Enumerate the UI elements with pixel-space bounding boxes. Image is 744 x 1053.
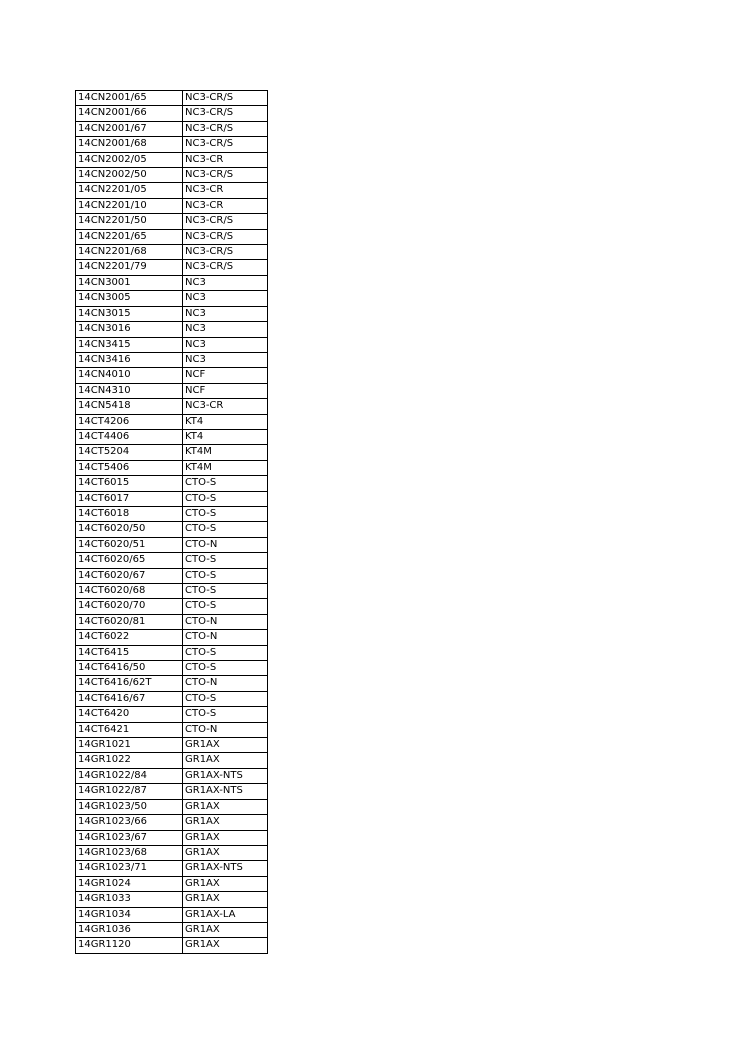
table-row (76, 275, 268, 290)
part-type-cell: NC3 (183, 291, 268, 306)
part-type-cell: CTO-S (183, 707, 268, 722)
table-row (76, 784, 268, 799)
part-code-cell: 14CN4310 (76, 383, 183, 398)
part-code-cell: 14GR1023/50 (76, 799, 183, 814)
part-code-cell: 14CN3416 (76, 352, 183, 367)
part-code-cell: 14GR1022/84 (76, 768, 183, 783)
part-type-cell: GR1AX-NTS (183, 861, 268, 876)
table-row (76, 707, 268, 722)
part-type-cell: NC3 (183, 322, 268, 337)
part-type-cell: NC3-CR (183, 183, 268, 198)
part-type-cell: GR1AX-NTS (183, 784, 268, 799)
part-code-cell: 14CT6020/70 (76, 599, 183, 614)
table-row (76, 429, 268, 444)
table-row (76, 676, 268, 691)
table-row (76, 645, 268, 660)
part-code-cell: 14GR1023/66 (76, 815, 183, 830)
part-type-cell: NC3 (183, 352, 268, 367)
table-row (76, 383, 268, 398)
table-row (76, 568, 268, 583)
part-code-cell: 14CT4406 (76, 429, 183, 444)
table-row (76, 722, 268, 737)
part-code-cell: 14CT4206 (76, 414, 183, 429)
part-type-cell: NC3-CR (183, 198, 268, 213)
part-type-cell: GR1AX (183, 753, 268, 768)
part-code-cell: 14CN2001/66 (76, 106, 183, 121)
table-row (76, 630, 268, 645)
part-code-cell: 14GR1024 (76, 876, 183, 891)
part-type-cell: CTO-N (183, 537, 268, 552)
part-code-cell: 14GR1023/71 (76, 861, 183, 876)
part-code-cell: 14CT6416/62T (76, 676, 183, 691)
table-row (76, 229, 268, 244)
table-row (76, 198, 268, 213)
part-type-cell: CTO-S (183, 522, 268, 537)
table-row (76, 152, 268, 167)
part-code-cell: 14CT5406 (76, 460, 183, 475)
part-type-cell: GR1AX-LA (183, 907, 268, 922)
part-type-cell: KT4 (183, 414, 268, 429)
part-code-cell: 14CN3015 (76, 306, 183, 321)
part-code-cell: 14CN2201/05 (76, 183, 183, 198)
part-type-cell: NC3 (183, 306, 268, 321)
part-code-cell: 14CT5204 (76, 445, 183, 460)
table-row (76, 938, 268, 953)
part-type-cell: CTO-S (183, 645, 268, 660)
part-type-cell: NCF (183, 383, 268, 398)
part-type-cell: CTO-S (183, 661, 268, 676)
part-code-cell: 14GR1120 (76, 938, 183, 953)
part-code-cell: 14GR1021 (76, 738, 183, 753)
part-code-cell: 14CT6018 (76, 506, 183, 521)
part-type-cell: KT4 (183, 429, 268, 444)
part-code-cell: 14CN2001/68 (76, 137, 183, 152)
table-row (76, 691, 268, 706)
table-row (76, 460, 268, 475)
part-code-cell: 14CT6020/50 (76, 522, 183, 537)
table-row (76, 845, 268, 860)
part-type-cell: GR1AX (183, 799, 268, 814)
table-row (76, 91, 268, 106)
part-type-cell: GR1AX (183, 815, 268, 830)
table-row (76, 522, 268, 537)
table-row (76, 368, 268, 383)
table-row (76, 214, 268, 229)
part-code-cell: 14CN2201/68 (76, 245, 183, 260)
part-type-cell: GR1AX (183, 876, 268, 891)
table-row (76, 768, 268, 783)
table-row (76, 876, 268, 891)
part-type-cell: CTO-N (183, 614, 268, 629)
part-type-cell: CTO-N (183, 676, 268, 691)
table-row (76, 892, 268, 907)
part-type-cell: CTO-S (183, 506, 268, 521)
part-type-cell: GR1AX (183, 830, 268, 845)
part-code-cell: 14CT6020/67 (76, 568, 183, 583)
part-type-cell: CTO-S (183, 691, 268, 706)
table-row (76, 137, 268, 152)
table-row (76, 168, 268, 183)
table-row (76, 661, 268, 676)
part-type-cell: GR1AX (183, 845, 268, 860)
part-code-cell: 14GR1034 (76, 907, 183, 922)
part-code-cell: 14CT6015 (76, 476, 183, 491)
table-row (76, 907, 268, 922)
table-row (76, 352, 268, 367)
table-row (76, 291, 268, 306)
part-type-cell: CTO-S (183, 584, 268, 599)
part-type-cell: NC3-CR/S (183, 229, 268, 244)
part-type-cell: KT4M (183, 460, 268, 475)
part-type-cell: CTO-S (183, 491, 268, 506)
part-type-cell: NC3-CR/S (183, 137, 268, 152)
part-type-cell: CTO-S (183, 568, 268, 583)
part-type-cell: GR1AX (183, 938, 268, 953)
table-row (76, 260, 268, 275)
part-code-cell: 14CN2201/50 (76, 214, 183, 229)
part-code-cell: 14CT6416/67 (76, 691, 183, 706)
part-code-cell: 14CT6020/81 (76, 614, 183, 629)
part-code-cell: 14CN3415 (76, 337, 183, 352)
part-code-cell: 14CT6017 (76, 491, 183, 506)
part-code-cell: 14CT6415 (76, 645, 183, 660)
part-type-cell: NC3-CR/S (183, 260, 268, 275)
part-type-cell: CTO-S (183, 553, 268, 568)
part-type-cell: NC3-CR/S (183, 245, 268, 260)
part-code-cell: 14CT6020/65 (76, 553, 183, 568)
table-row (76, 337, 268, 352)
part-code-cell: 14CN3005 (76, 291, 183, 306)
part-type-cell: NC3 (183, 275, 268, 290)
table-row (76, 799, 268, 814)
part-code-cell: 14GR1022 (76, 753, 183, 768)
part-code-cell: 14CN2201/65 (76, 229, 183, 244)
table-row (76, 830, 268, 845)
part-code-cell: 14CT6020/68 (76, 584, 183, 599)
part-type-cell: NC3-CR/S (183, 91, 268, 106)
part-type-cell: NC3-CR (183, 152, 268, 167)
part-type-cell: GR1AX-NTS (183, 768, 268, 783)
table-row (76, 584, 268, 599)
table-body (76, 91, 268, 954)
part-type-cell: GR1AX (183, 892, 268, 907)
part-type-cell: CTO-S (183, 476, 268, 491)
part-code-cell: 14CN2201/10 (76, 198, 183, 213)
table-row (76, 922, 268, 937)
table-row (76, 506, 268, 521)
part-code-cell: 14GR1033 (76, 892, 183, 907)
part-code-cell: 14CN2002/50 (76, 168, 183, 183)
part-code-cell: 14CN4010 (76, 368, 183, 383)
part-code-cell: 14CT6416/50 (76, 661, 183, 676)
part-type-cell: NC3 (183, 337, 268, 352)
part-code-cell: 14CN2001/67 (76, 121, 183, 136)
table-row (76, 106, 268, 121)
table-row (76, 414, 268, 429)
table-row (76, 183, 268, 198)
part-code-cell: 14CN2002/05 (76, 152, 183, 167)
table-row (76, 445, 268, 460)
part-code-cell: 14GR1022/87 (76, 784, 183, 799)
table-row (76, 537, 268, 552)
part-code-cell: 14GR1036 (76, 922, 183, 937)
part-type-cell: CTO-N (183, 630, 268, 645)
table-row (76, 599, 268, 614)
part-type-cell: GR1AX (183, 922, 268, 937)
part-code-cell: 14CT6022 (76, 630, 183, 645)
part-type-cell: NC3-CR/S (183, 214, 268, 229)
table-row (76, 476, 268, 491)
part-type-cell: NC3-CR (183, 399, 268, 414)
table-row (76, 614, 268, 629)
table-row (76, 815, 268, 830)
part-type-cell: NC3-CR/S (183, 121, 268, 136)
table-row (76, 306, 268, 321)
part-code-cell: 14CN5418 (76, 399, 183, 414)
table-row (76, 121, 268, 136)
table-row (76, 245, 268, 260)
part-code-cell: 14CT6020/51 (76, 537, 183, 552)
part-code-cell: 14CN3001 (76, 275, 183, 290)
table-row (76, 753, 268, 768)
part-type-cell: CTO-S (183, 599, 268, 614)
table-row (76, 491, 268, 506)
part-type-cell: CTO-N (183, 722, 268, 737)
part-code-cell: 14CT6421 (76, 722, 183, 737)
part-code-cell: 14CN2001/65 (76, 91, 183, 106)
part-type-cell: NC3-CR/S (183, 168, 268, 183)
part-code-cell: 14GR1023/67 (76, 830, 183, 845)
part-type-cell: GR1AX (183, 738, 268, 753)
part-code-cell: 14CT6420 (76, 707, 183, 722)
table-row (76, 738, 268, 753)
table-row (76, 322, 268, 337)
table-row (76, 861, 268, 876)
part-type-cell: NC3-CR/S (183, 106, 268, 121)
table-row (76, 553, 268, 568)
part-code-cell: 14CN3016 (76, 322, 183, 337)
table-row (76, 399, 268, 414)
part-type-cell: NCF (183, 368, 268, 383)
part-code-cell: 14GR1023/68 (76, 845, 183, 860)
part-type-cell: KT4M (183, 445, 268, 460)
part-code-cell: 14CN2201/79 (76, 260, 183, 275)
part-list-table (75, 90, 268, 954)
